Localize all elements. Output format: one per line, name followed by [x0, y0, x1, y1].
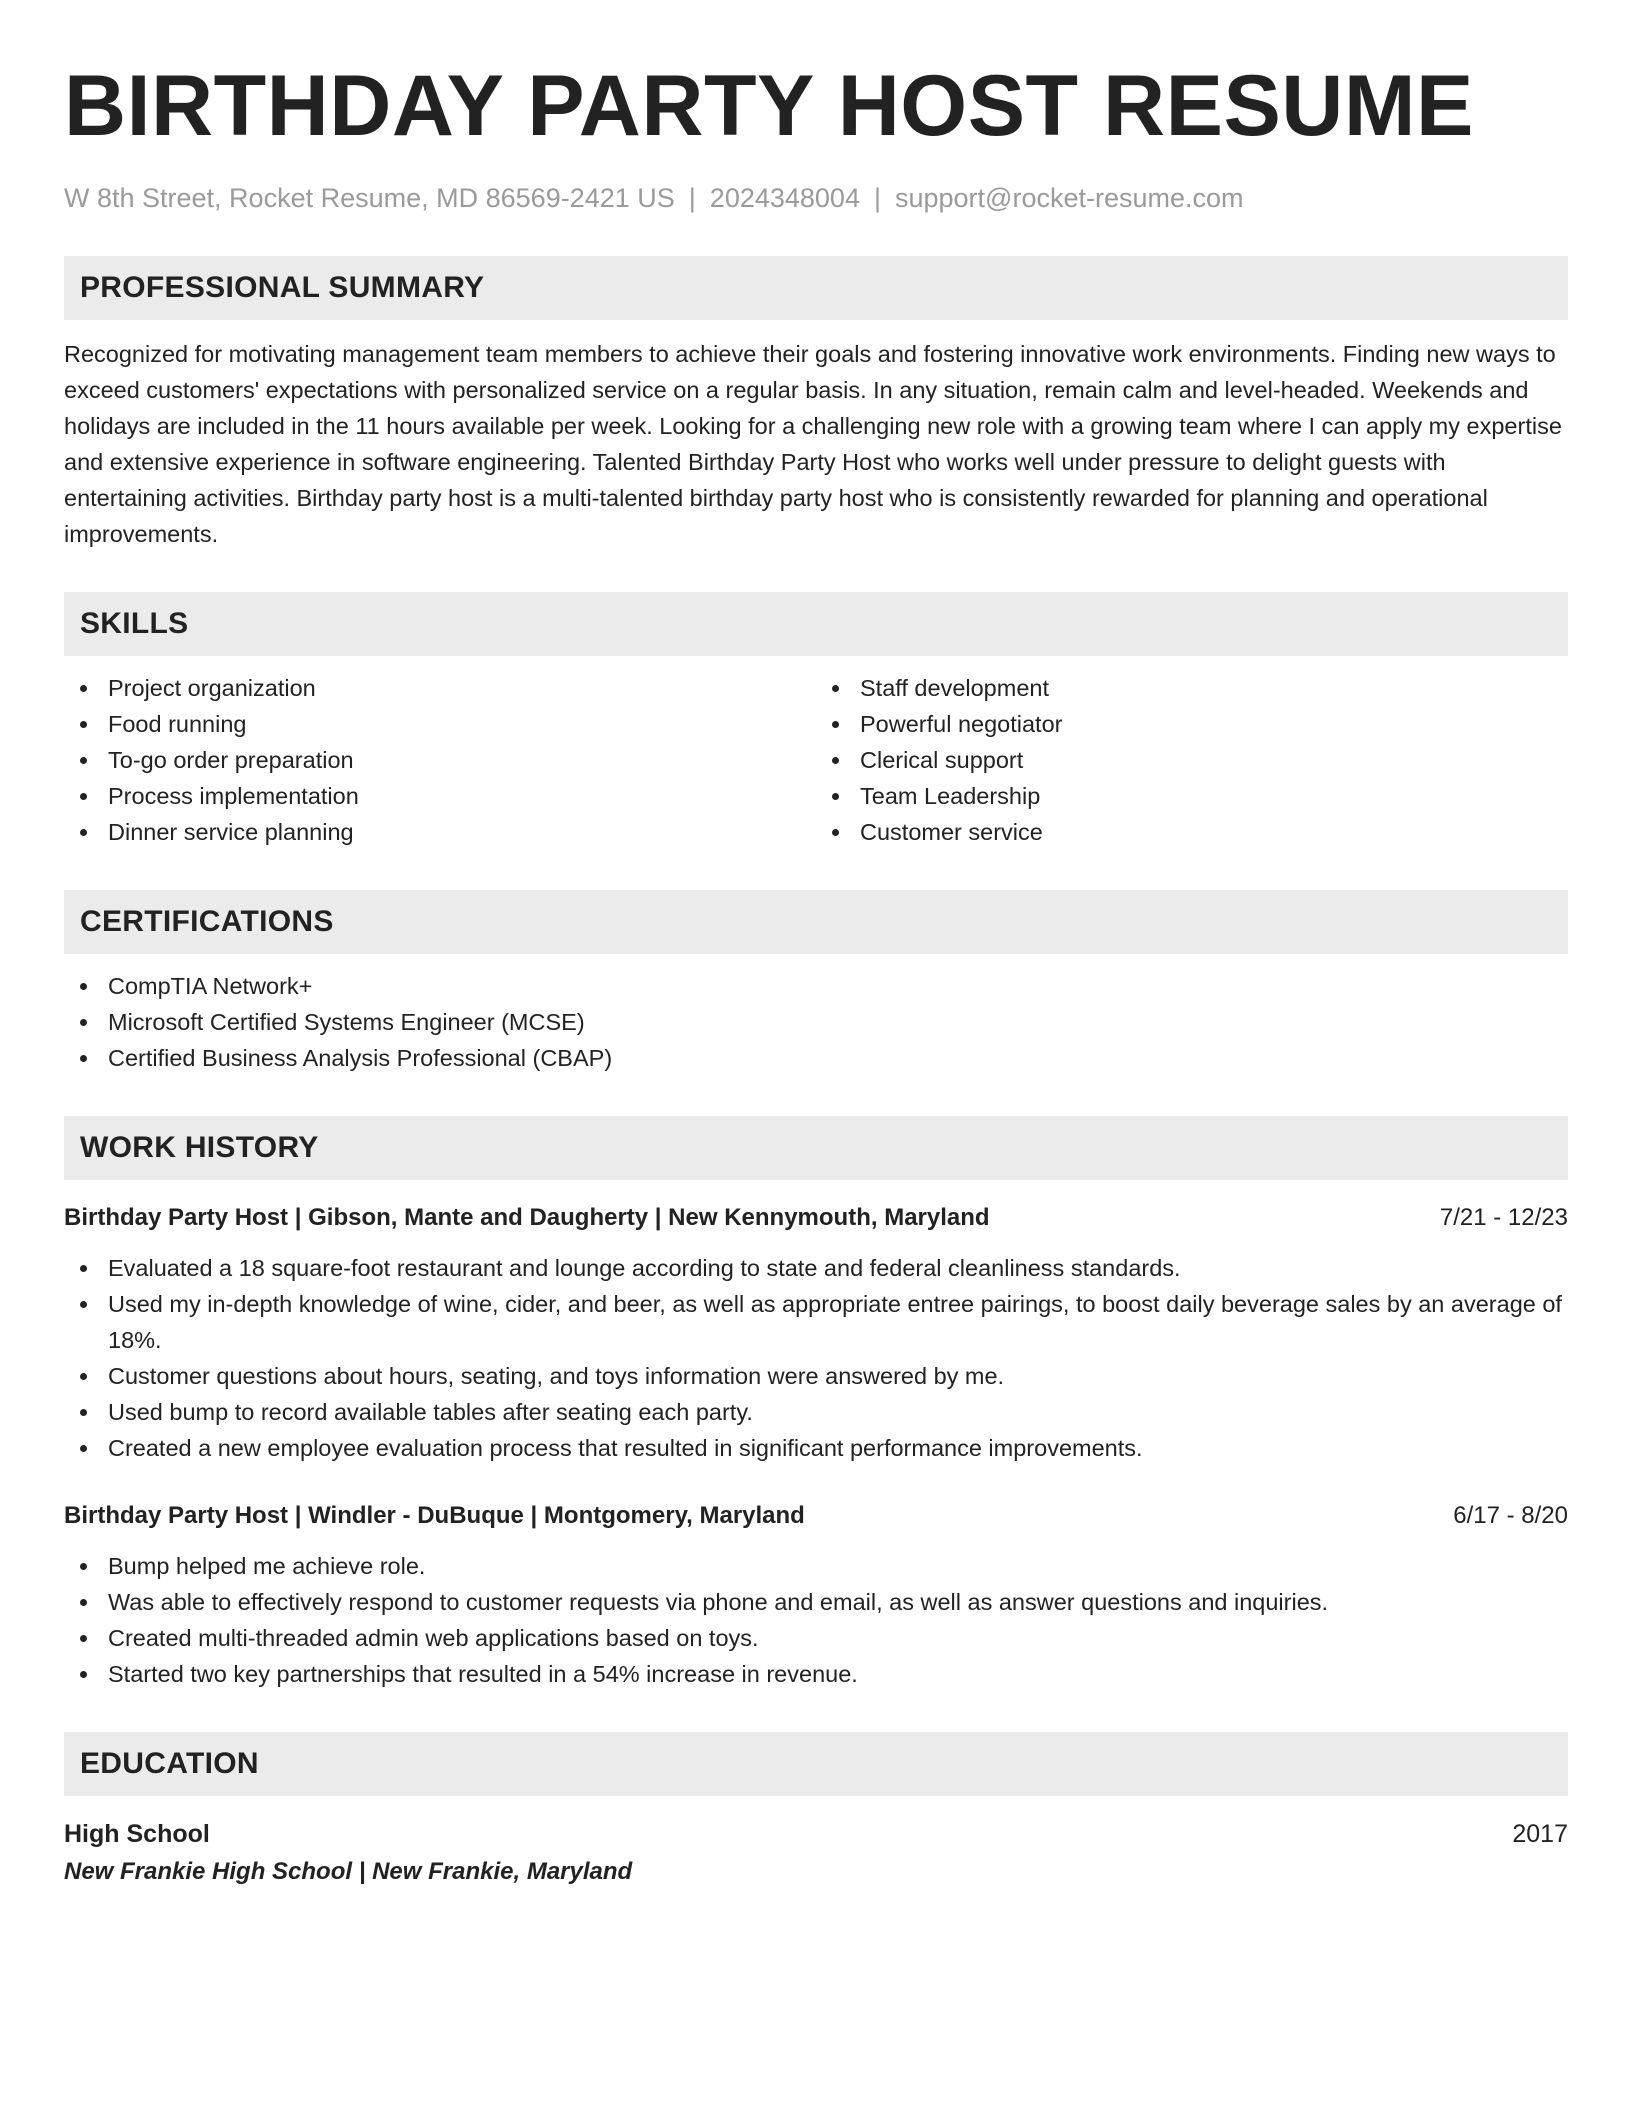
education-school: New Frankie High School | New Frankie, Maryland [64, 1858, 633, 1885]
education-header [64, 1816, 1568, 1852]
certification-item: CompTIA Network+ [64, 968, 1568, 1004]
skill-item: Clerical support [816, 742, 1568, 778]
certification-item: Certified Business Analysis Professional (CBAP) [64, 1040, 1568, 1076]
section-header-certifications [64, 890, 1568, 954]
job-bullet: Customer questions about hours, seating, and toys information were answered by me. [64, 1358, 1568, 1394]
contact-address: W 8th Street, Rocket Resume, MD 86569-2421 US [64, 183, 675, 213]
job-bullet: Used bump to record available tables after seating each party. [64, 1394, 1568, 1430]
contact-email: support@rocket-resume.com [894, 183, 1244, 213]
skill-item: Staff development [816, 670, 1568, 706]
contact-separator: | [688, 183, 696, 213]
job-bullet: Created a new employee evaluation process that resulted in significant performance improvements. [64, 1430, 1568, 1466]
section-header-education [64, 1732, 1568, 1796]
skill-item: Project organization [64, 670, 816, 706]
skill-item: To-go order preparation [64, 742, 816, 778]
skills-list-right [816, 670, 1568, 850]
section-title: WORK HISTORY [80, 1131, 319, 1164]
section-header-work-history [64, 1116, 1568, 1180]
certifications-list [64, 968, 1568, 1076]
skill-item: Team Leadership [816, 778, 1568, 814]
skill-item: Powerful negotiator [816, 706, 1568, 742]
job-header [64, 1200, 1568, 1236]
section-title: EDUCATION [80, 1747, 259, 1780]
job-bullet: Evaluated a 18 square-foot restaurant and lounge according to state and federal cleanliness standards. [64, 1250, 1568, 1286]
job-bullet: Created multi-threaded admin web applications based on toys. [64, 1620, 1568, 1656]
skill-item: Process implementation [64, 778, 816, 814]
certification-item: Microsoft Certified Systems Engineer (MCSE) [64, 1004, 1568, 1040]
contact-phone: 2024348004 [709, 183, 860, 213]
skill-item: Customer service [816, 814, 1568, 850]
skill-item: Food running [64, 706, 816, 742]
job-bullet: Started two key partnerships that resulted in a 54% increase in revenue. [64, 1656, 1568, 1692]
skills-list-left [64, 670, 816, 850]
job-header [64, 1498, 1568, 1534]
job-bullets [64, 1250, 1568, 1466]
section-title: SKILLS [80, 607, 189, 640]
job-title: Birthday Party Host | Windler - DuBuque | Montgomery, Maryland [64, 1502, 805, 1529]
job-bullets [64, 1548, 1568, 1692]
section-title: PROFESSIONAL SUMMARY [80, 271, 485, 304]
job-title: Birthday Party Host | Gibson, Mante and Daugherty | New Kennymouth, Maryland [64, 1204, 990, 1231]
education-degree: High School [64, 1820, 210, 1848]
contact-line [64, 180, 1568, 216]
job-dates: 7/21 - 12/23 [1439, 1204, 1568, 1231]
skill-item: Dinner service planning [64, 814, 816, 850]
resume-title: BIRTHDAY PARTY HOST RESUME [64, 58, 1474, 154]
job-dates: 6/17 - 8/20 [1453, 1502, 1568, 1529]
contact-separator: | [873, 183, 881, 213]
skills-grid [64, 656, 1568, 850]
job-entry [64, 1200, 1568, 1466]
section-title: CERTIFICATIONS [80, 905, 334, 938]
job-bullet: Used my in-depth knowledge of wine, cider, and beer, as well as appropriate entree pairings, to boost daily beverage sales by an average of 18%. [64, 1286, 1568, 1358]
job-entry [64, 1498, 1568, 1692]
section-header-skills [64, 592, 1568, 656]
section-header-summary [64, 256, 1568, 320]
education-year: 2017 [1512, 1820, 1568, 1848]
job-bullet: Bump helped me achieve role. [64, 1548, 1568, 1584]
job-bullet: Was able to effectively respond to customer requests via phone and email, as well as answer questions and inquiries. [64, 1584, 1568, 1620]
summary-text: Recognized for motivating management team members to achieve their goals and fostering innovative work environments. Finding new ways to exceed customers' expectations with personalized service on a regular basis. In any situation, remain calm and level-headed. Weekends and holidays are included in the 11 hours available per week. Looking for a challenging new role with a growing team where I can apply my expertise and extensive experience in software engineering. Talented Birthday Party Host who works well under pressure to delight guests with entertaining activities. Birthday party host is a multi-talented birthday party host who is consistently rewarded for planning and operational improvements. [64, 341, 1562, 547]
